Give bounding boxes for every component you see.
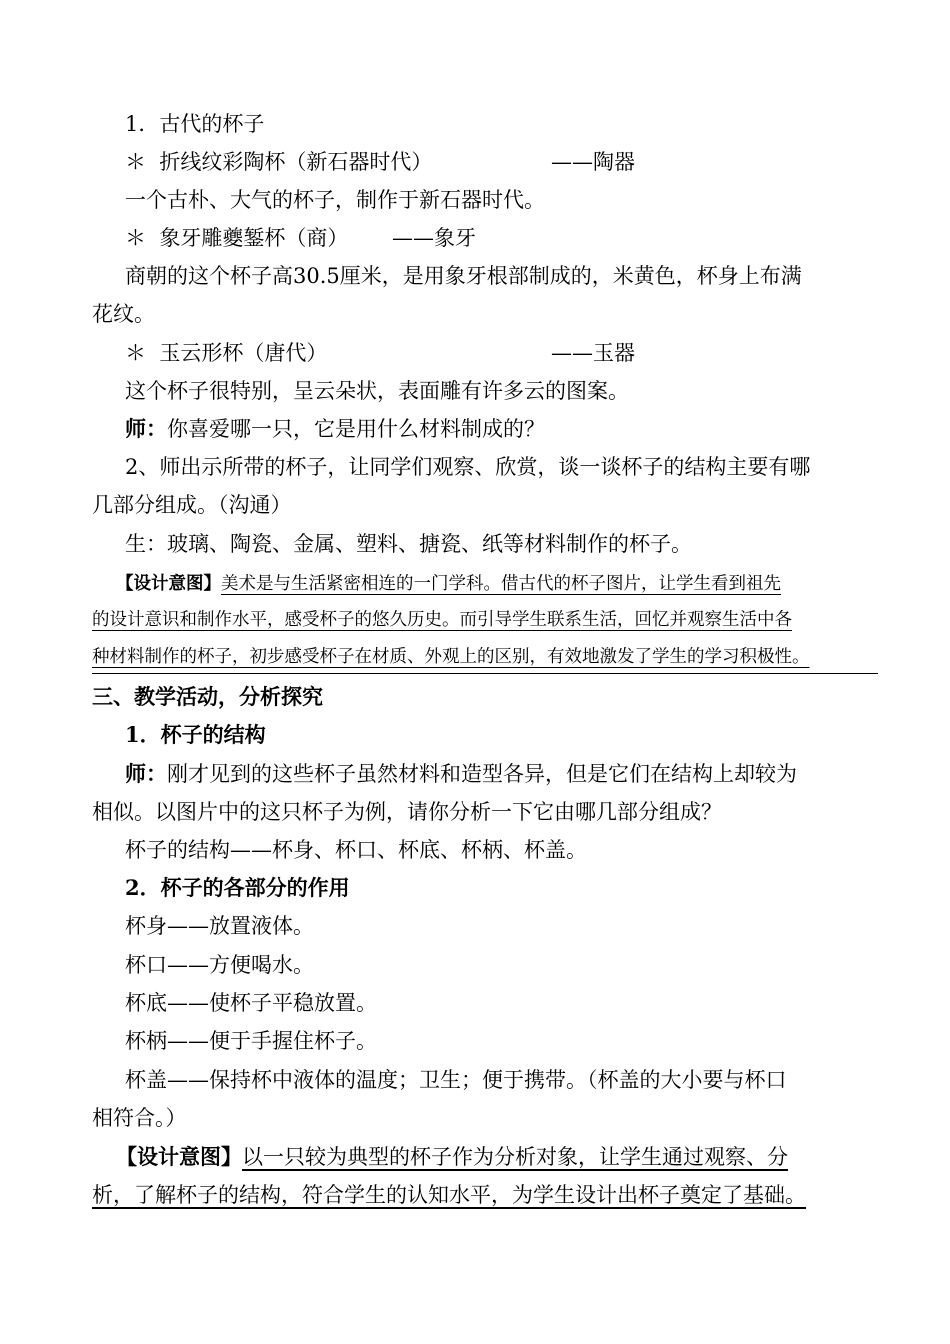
bullet: ＊ — [125, 341, 146, 365]
teacher-question-text: 你喜爱哪一只，它是用什么材料制成的？ — [167, 417, 545, 441]
item2-line1: 2、师出示所带的杯子，让同学们观察、欣赏，谈一谈杯子的结构主要有哪 — [125, 455, 811, 479]
cup-item-3 — [125, 339, 327, 367]
design-intent-text: 美术是与生活紧密相连的一门学科。借古代的杯子图片，让学生看到祖先 — [221, 574, 781, 594]
cup-desc: 一个古朴、大气的杯子，制作于新石器时代。 — [125, 188, 545, 212]
cup-material: ——玉器 — [551, 341, 635, 365]
cup-desc: 这个杯子很特别，呈云朵状，表面雕有许多云的图案。 — [125, 379, 629, 403]
design-intent-1-line1 — [116, 572, 781, 596]
cup-item-2 — [125, 224, 348, 252]
cup-material: ——象牙 — [392, 226, 476, 250]
part-function-base: 杯底——使杯子平稳放置。 — [125, 991, 377, 1015]
cup-name: 折线纹彩陶杯（新石器时代） — [159, 150, 433, 174]
bullet: ＊ — [125, 226, 146, 250]
subheading-part-functions: 2．杯子的各部分的作用 — [125, 875, 350, 900]
subheading-cup-structure: 1．杯子的结构 — [125, 722, 266, 747]
cup-desc-line2: 花纹。 — [92, 302, 155, 326]
teacher-question — [125, 415, 545, 443]
bullet: ＊ — [125, 150, 146, 174]
design-intent-text: 以一只较为典型的杯子作为分析对象，让学生通过观察、分 — [242, 1145, 788, 1169]
underline-rule — [92, 673, 878, 674]
cup-desc-line1: 商朝的这个杯子高30.5厘米，是用象牙根部制成的，米黄色，杯身上布满 — [125, 264, 802, 288]
cup-name: 象牙雕夔錾杯（商） — [159, 226, 349, 250]
part-function-lid-line1: 杯盖——保持杯中液体的温度；卫生；便于携带。（杯盖的大小要与杯口 — [125, 1068, 787, 1092]
teacher-prompt-text: 刚才见到的这些杯子虽然材料和造型各异，但是它们在结构上却较为 — [167, 762, 797, 786]
part-function-body: 杯身——放置液体。 — [125, 914, 314, 938]
design-intent-label: 【设计意图】 — [116, 1144, 242, 1169]
design-intent-1-line3: 种材料制作的杯子，初步感受杯子在材质、外观上的区别，有效地激发了学生的学习积极性。 — [92, 647, 810, 667]
part-function-handle: 杯柄——便于手握住杯子。 — [125, 1029, 377, 1053]
design-intent-2-line1 — [116, 1143, 788, 1171]
teacher-prompt-line2: 相似。以图片中的这只杯子为例，请你分析一下它由哪几部分组成？ — [92, 800, 722, 824]
cup-name: 玉云形杯（唐代） — [159, 341, 328, 365]
part-function-mouth: 杯口——方便喝水。 — [125, 953, 314, 977]
teacher-label: 师： — [125, 416, 167, 441]
part-function-lid-line2: 相符合。） — [92, 1106, 187, 1130]
student-answer: 生：玻璃、陶瓷、金属、塑料、搪瓷、纸等材料制作的杯子。 — [125, 532, 692, 556]
design-intent-1-line2: 的设计意识和制作水平，感受杯子的悠久历史。而引导学生联系生活，回忆并观察生活中各 — [92, 610, 792, 630]
cup-item-1 — [125, 148, 432, 176]
teacher-prompt-line1 — [125, 760, 797, 788]
design-intent-label: 【设计意图】 — [116, 574, 221, 594]
design-intent-2-line2: 析，了解杯子的结构，符合学生的认知水平，为学生设计出杯子奠定了基础。 — [92, 1183, 806, 1207]
section-heading-teaching-activity: 三、教学活动，分析探究 — [92, 684, 323, 709]
item2-line2: 几部分组成。（沟通） — [92, 493, 292, 517]
cup-structure: 杯子的结构——杯身、杯口、杯底、杯柄、杯盖。 — [125, 838, 587, 862]
cup-material: ——陶器 — [551, 150, 635, 174]
teacher-label: 师： — [125, 761, 167, 786]
section-heading-ancient-cups: 1．古代的杯子 — [125, 112, 265, 136]
